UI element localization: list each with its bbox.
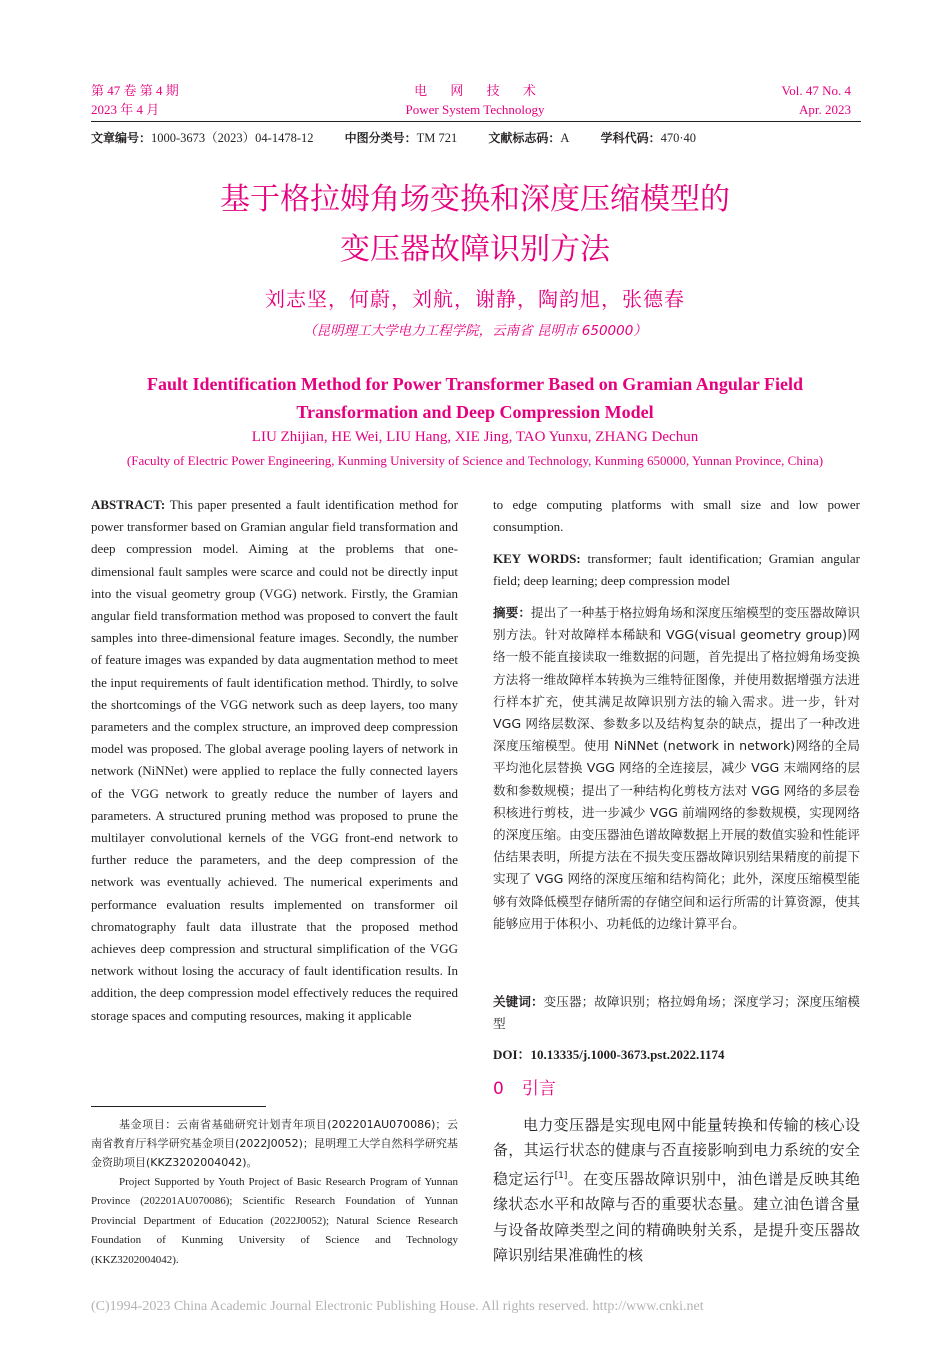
title-cn-line1: 基于格拉姆角场变换和深度压缩模型的 xyxy=(220,182,730,217)
document-code: 文献标志码：A xyxy=(488,131,570,145)
header-rule xyxy=(91,121,861,122)
authors-en: LIU Zhijian, HE Wei, LIU Hang, XIE Jing, TAO Yunxu, ZHANG Dechun xyxy=(251,429,699,445)
affiliation-en: (Faculty of Electric Power Engineering, Kunming University of Science and Technology, Kunming 650000, Yunnan Province, China) xyxy=(126,453,824,468)
doi: DOI：10.13335/j.1000-3673.pst.2022.1174 xyxy=(493,1047,725,1062)
journal-volume-en xyxy=(782,81,851,119)
citation-ref[interactable]: [1] xyxy=(554,1170,568,1181)
footnote-funding-cn: 基金项目：云南省基础研究计划青年项目(202201AU070086)；云南省教育厅科学研究基金项目(2022J0052)；昆明理工大学自然科学研究基金资助项目(KKZ3202004042)。 xyxy=(91,1118,458,1169)
abstract-cn-text: 提出了一种基于格拉姆角场和深度压缩模型的变压器故障识别方法。针对故障样本稀缺和 VGG(visual geometry group)网络一般不能直接读取一维数据的问题，首先提出了格拉姆角场变换方法将一维故障样本转换为三维特征图像，并使用数据增强方法进行样本扩充，使其满足故障识别方法的输入需求。进一步，针对 VGG 网络层数深、参数多以及结构复杂的缺点，提出了一种改进深度压缩模型。使用 NiNNet (network in network)网络的全局平均池化层替换 VGG 网络的全连接层，减少 VGG 末端网络的层数和参数规模；提出了一种结构化剪枝方法对 VGG 网络的多层卷积核进行剪枝，进一步减少 VGG 前端网络的参数规模，实现网络的深度压缩。由变压器油色谱故障数据上开展的数值实验和性能评估结果表明，所提方法在不损失变压器故障识别结果精度的前提下实现了 VGG 网络的深度压缩和结构简化；此外，深度压缩模型能够有效降低模型存储所需的存储空间和运行所需的计算资源，使其能够应用于体积小、功耗低的边缘计算平台。 xyxy=(493,605,861,931)
intro-text-1: 电力变压器是实现电网中能量转换和传输的核心设备，其运行状态的健康与否直接影响到电力系统的安全稳定运行 xyxy=(493,1116,860,1188)
intro-text-2: 。在变压器故障识别中，油色谱是反映其绝缘状态水平和故障与否的重要状态量。建立油色谱含量与设备故障类型之间的精确映射关系，是提升变压器故障识别结果准确性的核 xyxy=(493,1169,860,1265)
authors-cn: 刘志坚，何蔚，刘航，谢静，陶韵旭，张德春 xyxy=(265,287,685,311)
journal-name-en: Power System Technology xyxy=(405,102,545,117)
abstract-cn xyxy=(493,602,860,935)
abstract-en-continued: to edge computing platforms with small size and low power consumption. xyxy=(493,497,860,535)
article-meta xyxy=(91,129,861,147)
keywords-en xyxy=(493,548,860,592)
keywords-cn xyxy=(493,991,860,1035)
subject-code: 学科代码：470·40 xyxy=(600,131,697,145)
abstract-en-label: ABSTRACT: xyxy=(91,497,166,512)
keywords-en-text: transformer; fault identification; Gramian angular field; deep learning; deep compression model xyxy=(493,551,860,589)
section-title: 引言 xyxy=(521,1079,556,1099)
keywords-cn-label: 关键词： xyxy=(493,994,544,1009)
abstract-en xyxy=(91,494,458,1027)
affiliation-cn: （昆明理工大学电力工程学院，云南省 昆明市 650000） xyxy=(303,323,647,339)
abstract-en-text: This paper presented a fault identification method for power transformer based on Gramian angular field transformation and deep compression model. Aiming at the problems that one-dimensional fault samples were scarce and could not be directly input into the visual geometry group (VGG) network. Firstly, the Gramian angular field transformation method was proposed to convert the fault samples into three-dimensional feature images. Secondly, the number of feature images was expanded by data augmentation method to meet the input requirements of fault identification method. Thirdly, to solve the shortcomings of the VGG network such as deep layers, too many parameters and the complex structure, an improved deep compression model was proposed. The global average pooling layers of network in network (NiNNet) were applied to replace the fully connected layers of the VGG network to greatly reduce the number of layers and parameters. A structured pruning method was proposed to prune the multilayer convolutional kernels of the VGG front-end network to further reduce the parameters, and the deep compression of the network was eventually achieved. The numerical experiments and performance evaluation results implemented on transformer oil chromatography fault data illustrate that the proposed method achieves deep compression and structural simplification of the VGG network without losing the accuracy of fault identification results. In addition, the deep compression model effectively reduces the required storage spaces and computing resources, making it applicable xyxy=(91,497,458,1023)
volume-issue-en: Vol. 47 No. 4 xyxy=(781,83,851,98)
title-en-line1: Fault Identification Method for Power Transformer Based on Gramian Angular Field xyxy=(147,374,803,394)
journal-name-cn: 电 网 技 术 xyxy=(414,83,546,98)
cnki-watermark: (C)1994-2023 China Academic Journal Electronic Publishing House. All rights reserved. http://www.cnki.net xyxy=(91,1299,704,1314)
article-number: 文章编号：1000-3673（2023）04-1478-12 xyxy=(91,131,314,145)
date-cn: 2023 年 4 月 xyxy=(91,102,160,117)
keywords-en-label: KEY WORDS: xyxy=(493,551,581,566)
title-en-line2: Transformation and Deep Compression Model xyxy=(296,402,654,422)
clc-number: 中图分类号：TM 721 xyxy=(344,131,458,145)
title-cn-line2: 变压器故障识别方法 xyxy=(340,232,610,267)
date-en: Apr. 2023 xyxy=(799,102,851,117)
intro-paragraph xyxy=(493,1113,860,1268)
volume-issue-cn: 第 47 卷 第 4 期 xyxy=(91,83,179,98)
footnote-rule xyxy=(91,1106,266,1107)
section-heading xyxy=(493,1075,556,1103)
section-number: 0 xyxy=(493,1079,504,1099)
abstract-cn-label: 摘要： xyxy=(493,605,531,620)
footnote-funding-en: Project Supported by Youth Project of Basic Research Program of Yunnan Province (202201AU070086); Scientific Research Foundation of Yunnan Provincial Department of Education (2022J0052); Natural Science Research Foundation of Kunming University of Science and Technology (KKZ3202004042). xyxy=(91,1176,458,1266)
keywords-cn-text: 变压器；故障识别；格拉姆角场；深度学习；深度压缩模型 xyxy=(493,994,861,1032)
